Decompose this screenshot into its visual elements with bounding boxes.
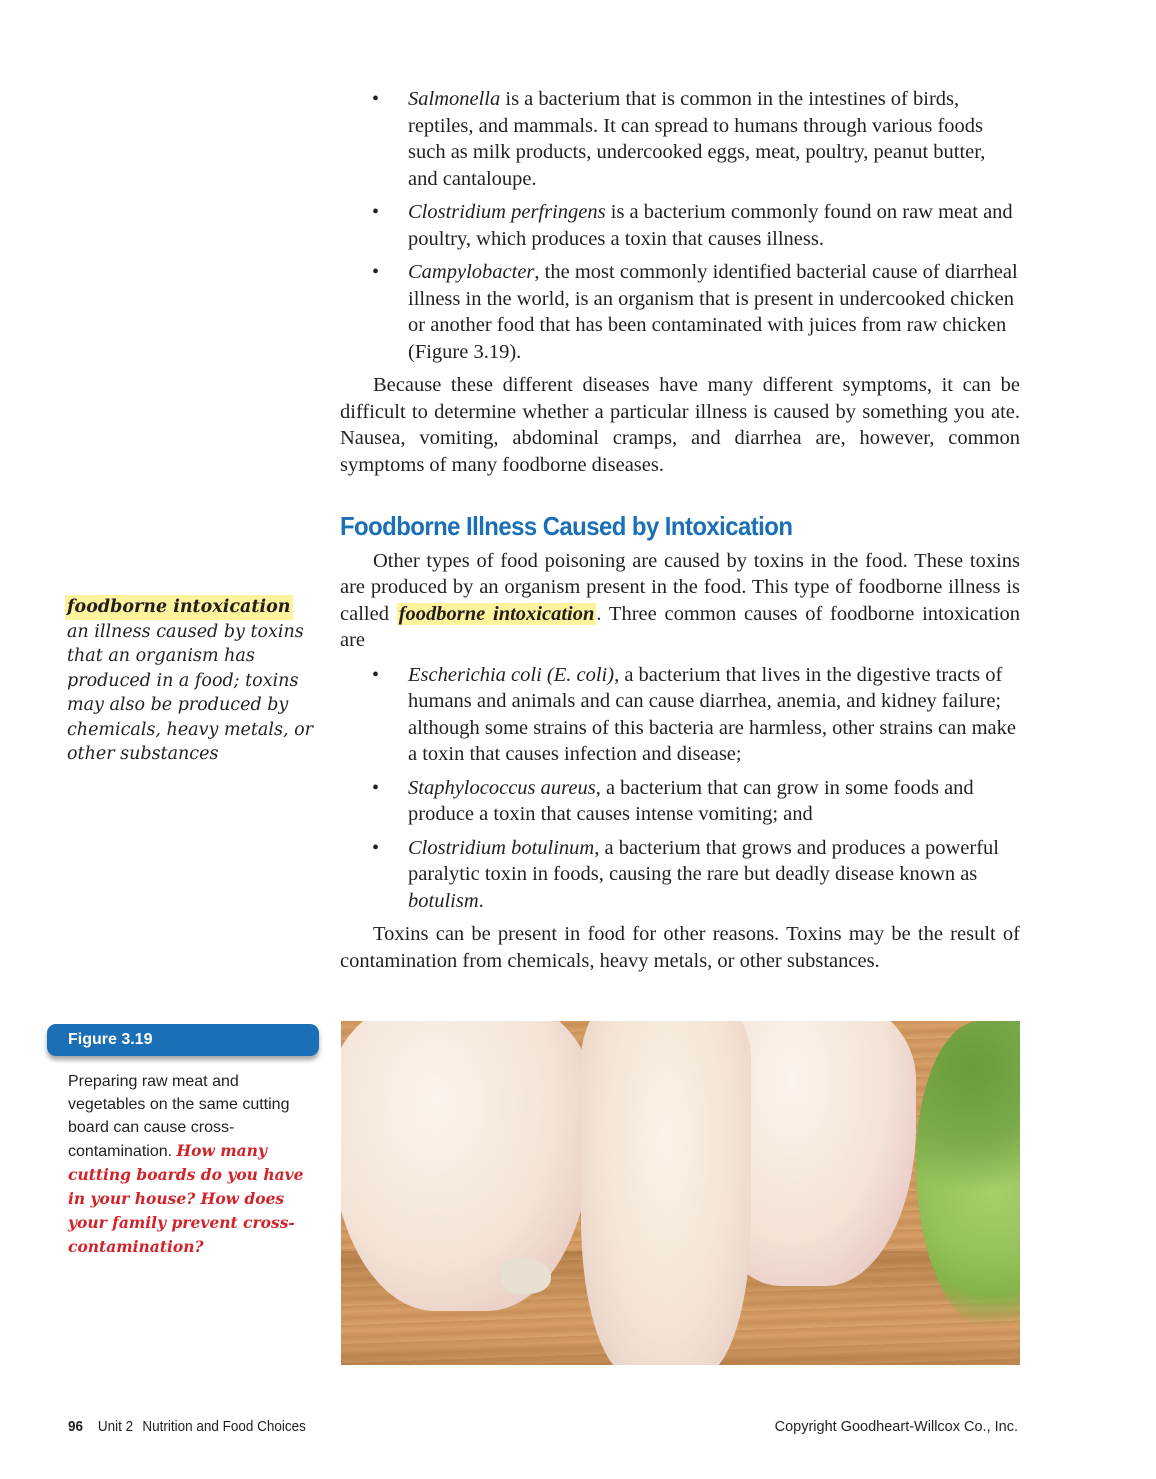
organism-name: Clostridium perfringens bbox=[408, 201, 606, 223]
organism-name: Staphylococcus aureus bbox=[408, 776, 596, 799]
margin-glossary-definition bbox=[67, 595, 317, 767]
organism-name: Clostridium botulinum bbox=[408, 836, 595, 859]
list-item: • Escherichia coli (E. coli), a bacterium that lives in the digestive tracts of humans and animals and can cause diarrhea, anemia, and kidney failure; although some strains of this bacteria are harmless, other strains can make a toxin that causes infection and disease; bbox=[340, 662, 1020, 768]
figure-question: How many cutting boards do you have in your house? How does your family prevent cross-contamination? bbox=[68, 1141, 304, 1256]
section-heading: Foodborne Illness Caused by Intoxication bbox=[340, 511, 793, 541]
bacteria-list-infection bbox=[340, 86, 1020, 365]
main-text-column bbox=[340, 86, 1020, 974]
organism-name: Salmonella bbox=[408, 88, 501, 110]
figure-photo-raw-chicken bbox=[341, 1021, 1020, 1365]
unit-label: Unit 2 bbox=[97, 1419, 134, 1435]
figure-label-tab: Figure 3.19 bbox=[47, 1024, 319, 1056]
paragraph-other-toxins: Toxins can be present in food for other reasons. Toxins may be the result of contamination from chemicals, heavy metals, or other substances. bbox=[340, 923, 1020, 972]
figure-caption: Preparing raw meat and vegetables on the same cutting board can cause cross-contamination. How many cutting boards do you have in your house? How does your family prevent cross-contamination? bbox=[68, 1073, 304, 1256]
list-item: • Salmonella is a bacterium that is common in the intestines of birds, reptiles, and mammals. It can spread to humans through various foods such as milk products, undercooked eggs, meat, poultry, peanut butter, and cantaloupe. bbox=[340, 86, 1020, 192]
list-item: • Clostridium botulinum, a bacterium that grows and produces a powerful paralytic toxin in foods, causing the rare but deadly disease known as botulism. bbox=[340, 835, 1020, 915]
organism-name: Campylobacter bbox=[408, 261, 535, 283]
list-item: • Staphylococcus aureus, a bacterium that can grow in some foods and produce a toxin that causes intense vomiting; and bbox=[340, 775, 1020, 828]
glossary-term: foodborne intoxication bbox=[65, 595, 293, 620]
paragraph-intoxication: Other types of food poisoning are caused by toxins in the food. These toxins are produced by an organism present in the food. This type of foodborne illness is called foodborne intoxication. Three common causes of foodborne intoxication are bbox=[340, 549, 1020, 651]
chicken-bone bbox=[501, 1259, 551, 1294]
unit-title: Nutrition and Food Choices bbox=[142, 1419, 306, 1435]
list-item: • Clostridium perfringens is a bacterium commonly found on raw meat and poultry, which produces a toxin that causes illness. bbox=[340, 199, 1020, 252]
list-item: • Campylobacter, the most commonly identified bacterial cause of diarrheal illness in the world, is an organism that is present in undercooked chicken or another food that has been contaminated with juices from raw chicken (Figure 3.19). bbox=[340, 259, 1020, 365]
page-number: 96 bbox=[68, 1419, 84, 1435]
paragraph-symptoms: Because these different diseases have many different symptoms, it can be difficult to determine whether a particular illness is caused by something you ate. Nausea, vomiting, abdominal cramps, and diarrhea are, however, common symptoms of many foodborne diseases. bbox=[340, 374, 1020, 476]
chicken-drumstick bbox=[581, 1021, 751, 1365]
organism-name: Escherichia coli (E. coli) bbox=[408, 663, 615, 686]
bacteria-list-intoxication bbox=[340, 662, 1020, 915]
glossary-definition: an illness caused by toxins that an organism has produced in a food; toxins may also be produced by chemicals, heavy metals, or other substances bbox=[67, 621, 313, 764]
copyright-notice: Copyright Goodheart-Willcox Co., Inc. bbox=[774, 1419, 1018, 1435]
glossary-term-highlight: foodborne intoxication bbox=[398, 602, 595, 625]
chicken-drumstick bbox=[341, 1021, 591, 1311]
